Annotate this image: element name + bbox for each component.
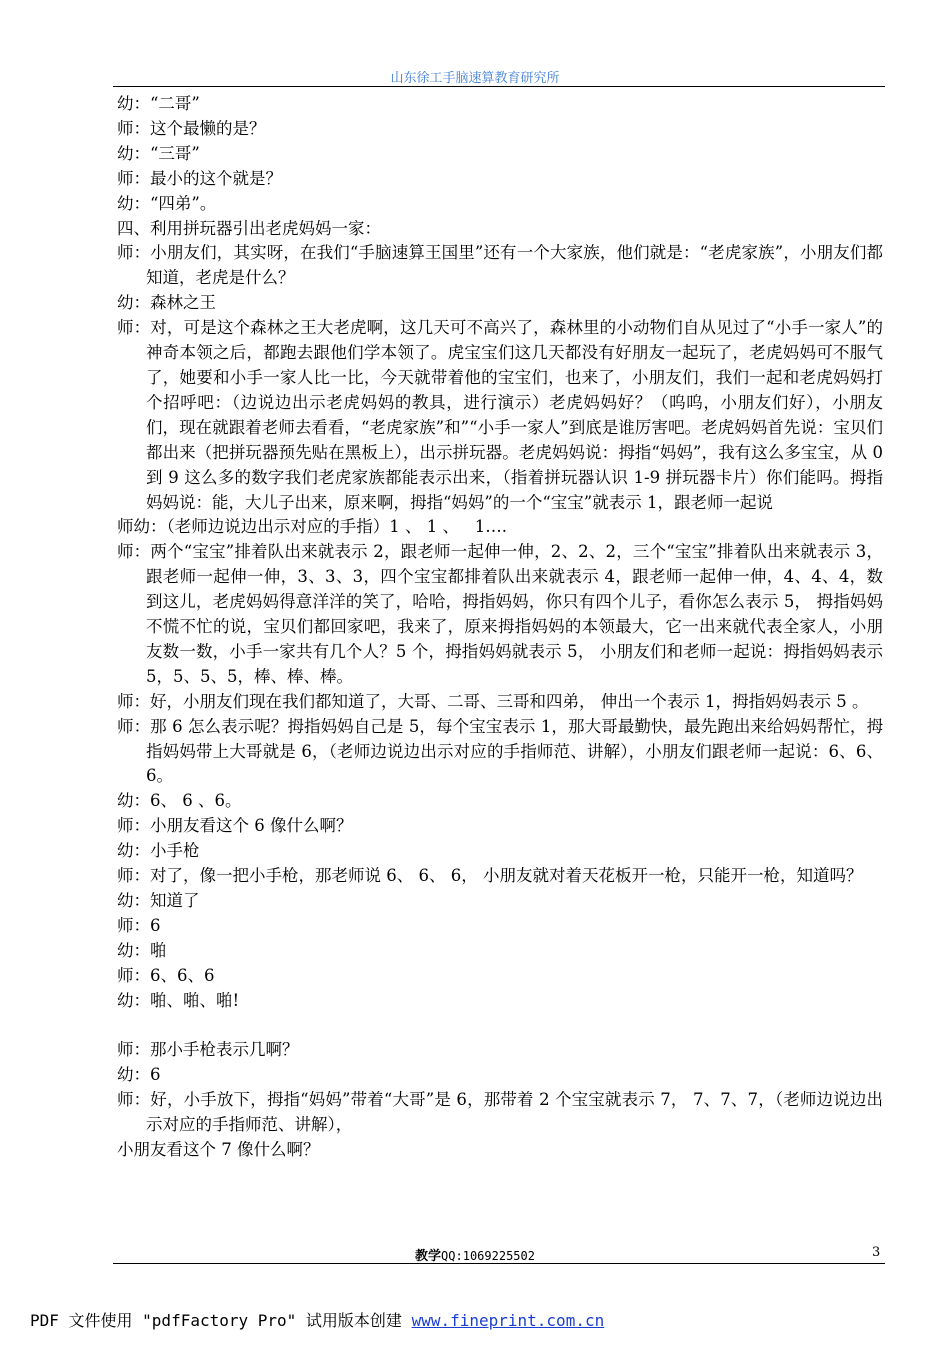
watermark-link[interactable]: www.fineprint.com.cn — [411, 1311, 605, 1330]
dialogue-line: 幼：6 — [117, 1065, 161, 1085]
dialogue-line: 师：小朋友看这个 6 像什么啊？ — [117, 816, 353, 836]
dialogue-line: 师：6 — [117, 915, 161, 935]
dialogue-line: 幼：“三哥” — [117, 143, 200, 163]
dialogue-line: 师：最小的这个就是？ — [117, 168, 282, 188]
page-number: 3 — [872, 1245, 881, 1260]
dialogue-line: 师：那 6 怎么表示呢？拇指妈妈自己是 5，每个宝宝表示 1，那大哥最勤快，最先跑出来给妈妈帮忙，拇指妈妈带上大哥就是 6，（老师边说边出示对应的手指师范、讲解），小朋友们跟老师一起说：6、6、6。 — [117, 716, 883, 786]
dialogue-line: 师：6、6、6 — [117, 965, 215, 985]
dialogue-line: 幼：森林之王 — [117, 293, 216, 313]
dialogue-line: 师：好，小朋友们现在我们都知道了，大哥、二哥、三哥和四弟， 伸出一个表示 1，拇指妈妈表示 5 。 — [117, 691, 869, 711]
dialogue-line: 师：那小手枪表示几啊？ — [117, 1040, 299, 1060]
section-heading: 四、利用拼玩器引出老虎妈妈一家： — [117, 218, 381, 238]
blank-line — [117, 1014, 883, 1039]
page-header: 山东徐工手脑速算教育研究所 — [390, 71, 560, 86]
dialogue-line: 师幼：（老师边说边出示对应的手指）1 、 1 、 1…. — [117, 517, 507, 537]
dialogue-line: 师：这个最懒的是？ — [117, 118, 266, 138]
page-footer — [0, 1245, 950, 1264]
dialogue-line: 师：小朋友们，其实呀，在我们“手脑速算王国里”还有一个大家族，他们就是：“老虎家族”，小朋友们都知道，老虎是什么？ — [117, 243, 883, 288]
dialogue-line: 师：对，可是这个森林之王大老虎啊，这几天可不高兴了，森林里的小动物们自从见过了“小手一家人”的神奇本领之后，都跑去跟他们学本领了。虎宝宝们这几天都没有好朋友一起玩了，老虎妈妈可不服气了，她要和小手一家人比一比，今天就带着他的宝宝们，也来了，小朋友们，我们一起和老虎妈妈打个招呼吧：（边说边出示老虎妈妈的教具，进行演示）老虎妈妈好？（呜呜，小朋友们好），小朋友们，现在就跟着老师去看看，“老虎家族”和”“小手一家人”到底是谁厉害吧。老虎妈妈首先说：宝贝们都出来（把拼玩器预先贴在黑板上），出示拼玩器。老虎妈妈说：拇指“妈妈”，我有这么多宝宝，从 0 到 9 这么多的数字我们老虎家族都能表示出来，（指着拼玩器认识 1-9 拼玩器卡片）你们能吗。拇指妈妈说：能，大儿子出来，原来啊，拇指“妈妈”的一个“宝宝”就表示 1，跟老师一起说 — [117, 318, 889, 512]
dialogue-line: 幼：啪、啪、啪! — [117, 990, 240, 1010]
document-body — [117, 92, 889, 1163]
dialogue-line: 幼：啪 — [117, 940, 167, 960]
dialogue-line: 幼：“二哥” — [117, 94, 200, 113]
footer-rule — [113, 1263, 885, 1264]
dialogue-line: 幼：小手枪 — [117, 841, 200, 861]
footer-qq: QQ:1069225502 — [441, 1249, 535, 1263]
dialogue-line: 师：两个“宝宝”排着队出来就表示 2，跟老师一起伸一伸，2、2、2，三个“宝宝”排着队出来就表示 3，跟老师一起伸一伸，3、3、3，四个宝宝都排着队出来就表示 4，跟老师一起伸一伸，4、4、4，数到这儿，老虎妈妈得意洋洋的笑了，哈哈，拇指妈妈，你只有四个儿子，看你怎么表示 5， 拇指妈妈不慌不忙的说，宝贝们都回家吧，我来了，原来拇指妈妈的本领最大，它一出来就代表全家人，小朋友数一数，小手一家共有几个人？5 个，拇指妈妈就表示 5， 小朋友们和老师一起说：拇指妈妈表示 5，5、5、5，棒、棒、棒。 — [117, 542, 889, 686]
dialogue-line: 幼：6、 6 、6。 — [117, 791, 242, 811]
pdf-watermark — [30, 1308, 604, 1331]
dialogue-line: 幼：知道了 — [117, 891, 200, 910]
dialogue-line: 幼：“四弟”。 — [117, 193, 217, 213]
dialogue-line: 小朋友看这个 7 像什么啊？ — [117, 1140, 320, 1160]
dialogue-line: 师：对了，像一把小手枪，那老师说 6、 6、 6， 小朋友就对着天花板开一枪，只能开一枪，知道吗？ — [117, 866, 863, 886]
watermark-text: PDF 文件使用 "pdfFactory Pro" 试用版本创建 — [30, 1311, 412, 1330]
dialogue-line: 师：好，小手放下，拇指“妈妈”带着“大哥”是 6，那带着 2 个宝宝就表示 7， 7、7、7，（老师边说边出示对应的手指师范、讲解）， — [117, 1090, 883, 1135]
footer-label: 教学 — [415, 1249, 442, 1264]
header-rule — [113, 86, 885, 87]
